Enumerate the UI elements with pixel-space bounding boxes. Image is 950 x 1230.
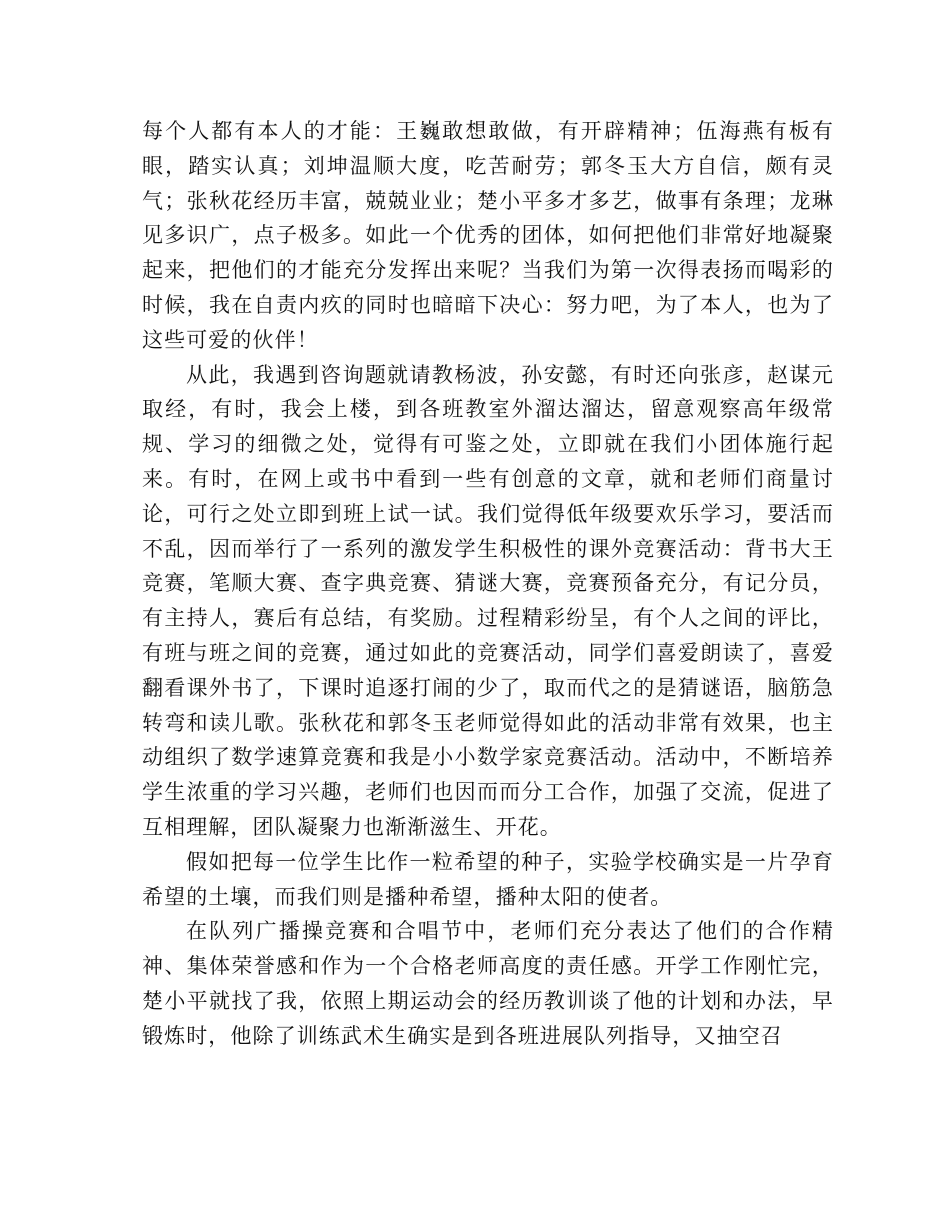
- paragraph-learning-activities: 从此，我遇到咨询题就请教杨波，孙安懿，有时还向张彦，赵谋元取经，有时，我会上楼，到各班教室外溜达溜达，留意观察高年级常规、学习的细微之处，觉得有可鉴之处，立即就在我们小团体施行起来。有时，在网上或书中看到一些有创意的文章，就和老师们商量讨论，可行之处立即到班上试一试。我们觉得低年级要欢乐学习，要活而不乱，因而举行了一系列的激发学生积极性的课外竞赛活动：背书大王竞赛，笔顺大赛、查字典竞赛、猜谜大赛，竞赛预备充分，有记分员，有主持人，赛后有总结，有奖励。过程精彩纷呈，有个人之间的评比，有班与班之间的竞赛，通过如此的竞赛活动，同学们喜爱朗读了，喜爱翻看课外书了，下课时追逐打闹的少了，取而代之的是猜谜语，脑筋急转弯和读儿歌。张秋花和郭冬玉老师觉得如此的活动非常有效果，也主动组织了数学速算竞赛和我是小小数学家竞赛活动。活动中，不断培养学生浓重的学习兴趣，老师们也因而而分工合作，加强了交流，促进了互相理解，团队凝聚力也渐渐滋生、开花。: [142, 362, 834, 839]
- document-body: [142, 114, 834, 1054]
- paragraph-team-talents: 每个人都有本人的才能：王巍敢想敢做，有开辟精神；伍海燕有板有眼，踏实认真；刘坤温顺大度，吃苦耐劳；郭冬玉大方自信，颇有灵气；张秋花经历丰富，兢兢业业；楚小平多才多艺，做事有条理；龙琳见多识广，点子极多。如此一个优秀的团体，如何把他们非常好地凝聚起来，把他们的才能充分发挥出来呢？当我们为第一次得表扬而喝彩的时候，我在自责内疚的同时也暗暗下决心：努力吧，为了本人，也为了这些可爱的伙伴！: [142, 119, 834, 352]
- paragraph-drill-competition: 在队列广播操竞赛和合唱节中，老师们充分表达了他们的合作精神、集体荣誉感和作为一个合格老师高度的责任感。开学工作刚忙完，楚小平就找了我，依照上期运动会的经历教训谈了他的计划和办法，早锻炼时，他除了训练武术生确实是到各班进展队列指导，又抽空召: [142, 919, 834, 1048]
- paragraph-seeds-of-hope: 假如把每一位学生比作一粒希望的种子，实验学校确实是一片孕育希望的土壤，而我们则是播种希望，播种太阳的使者。: [142, 849, 834, 909]
